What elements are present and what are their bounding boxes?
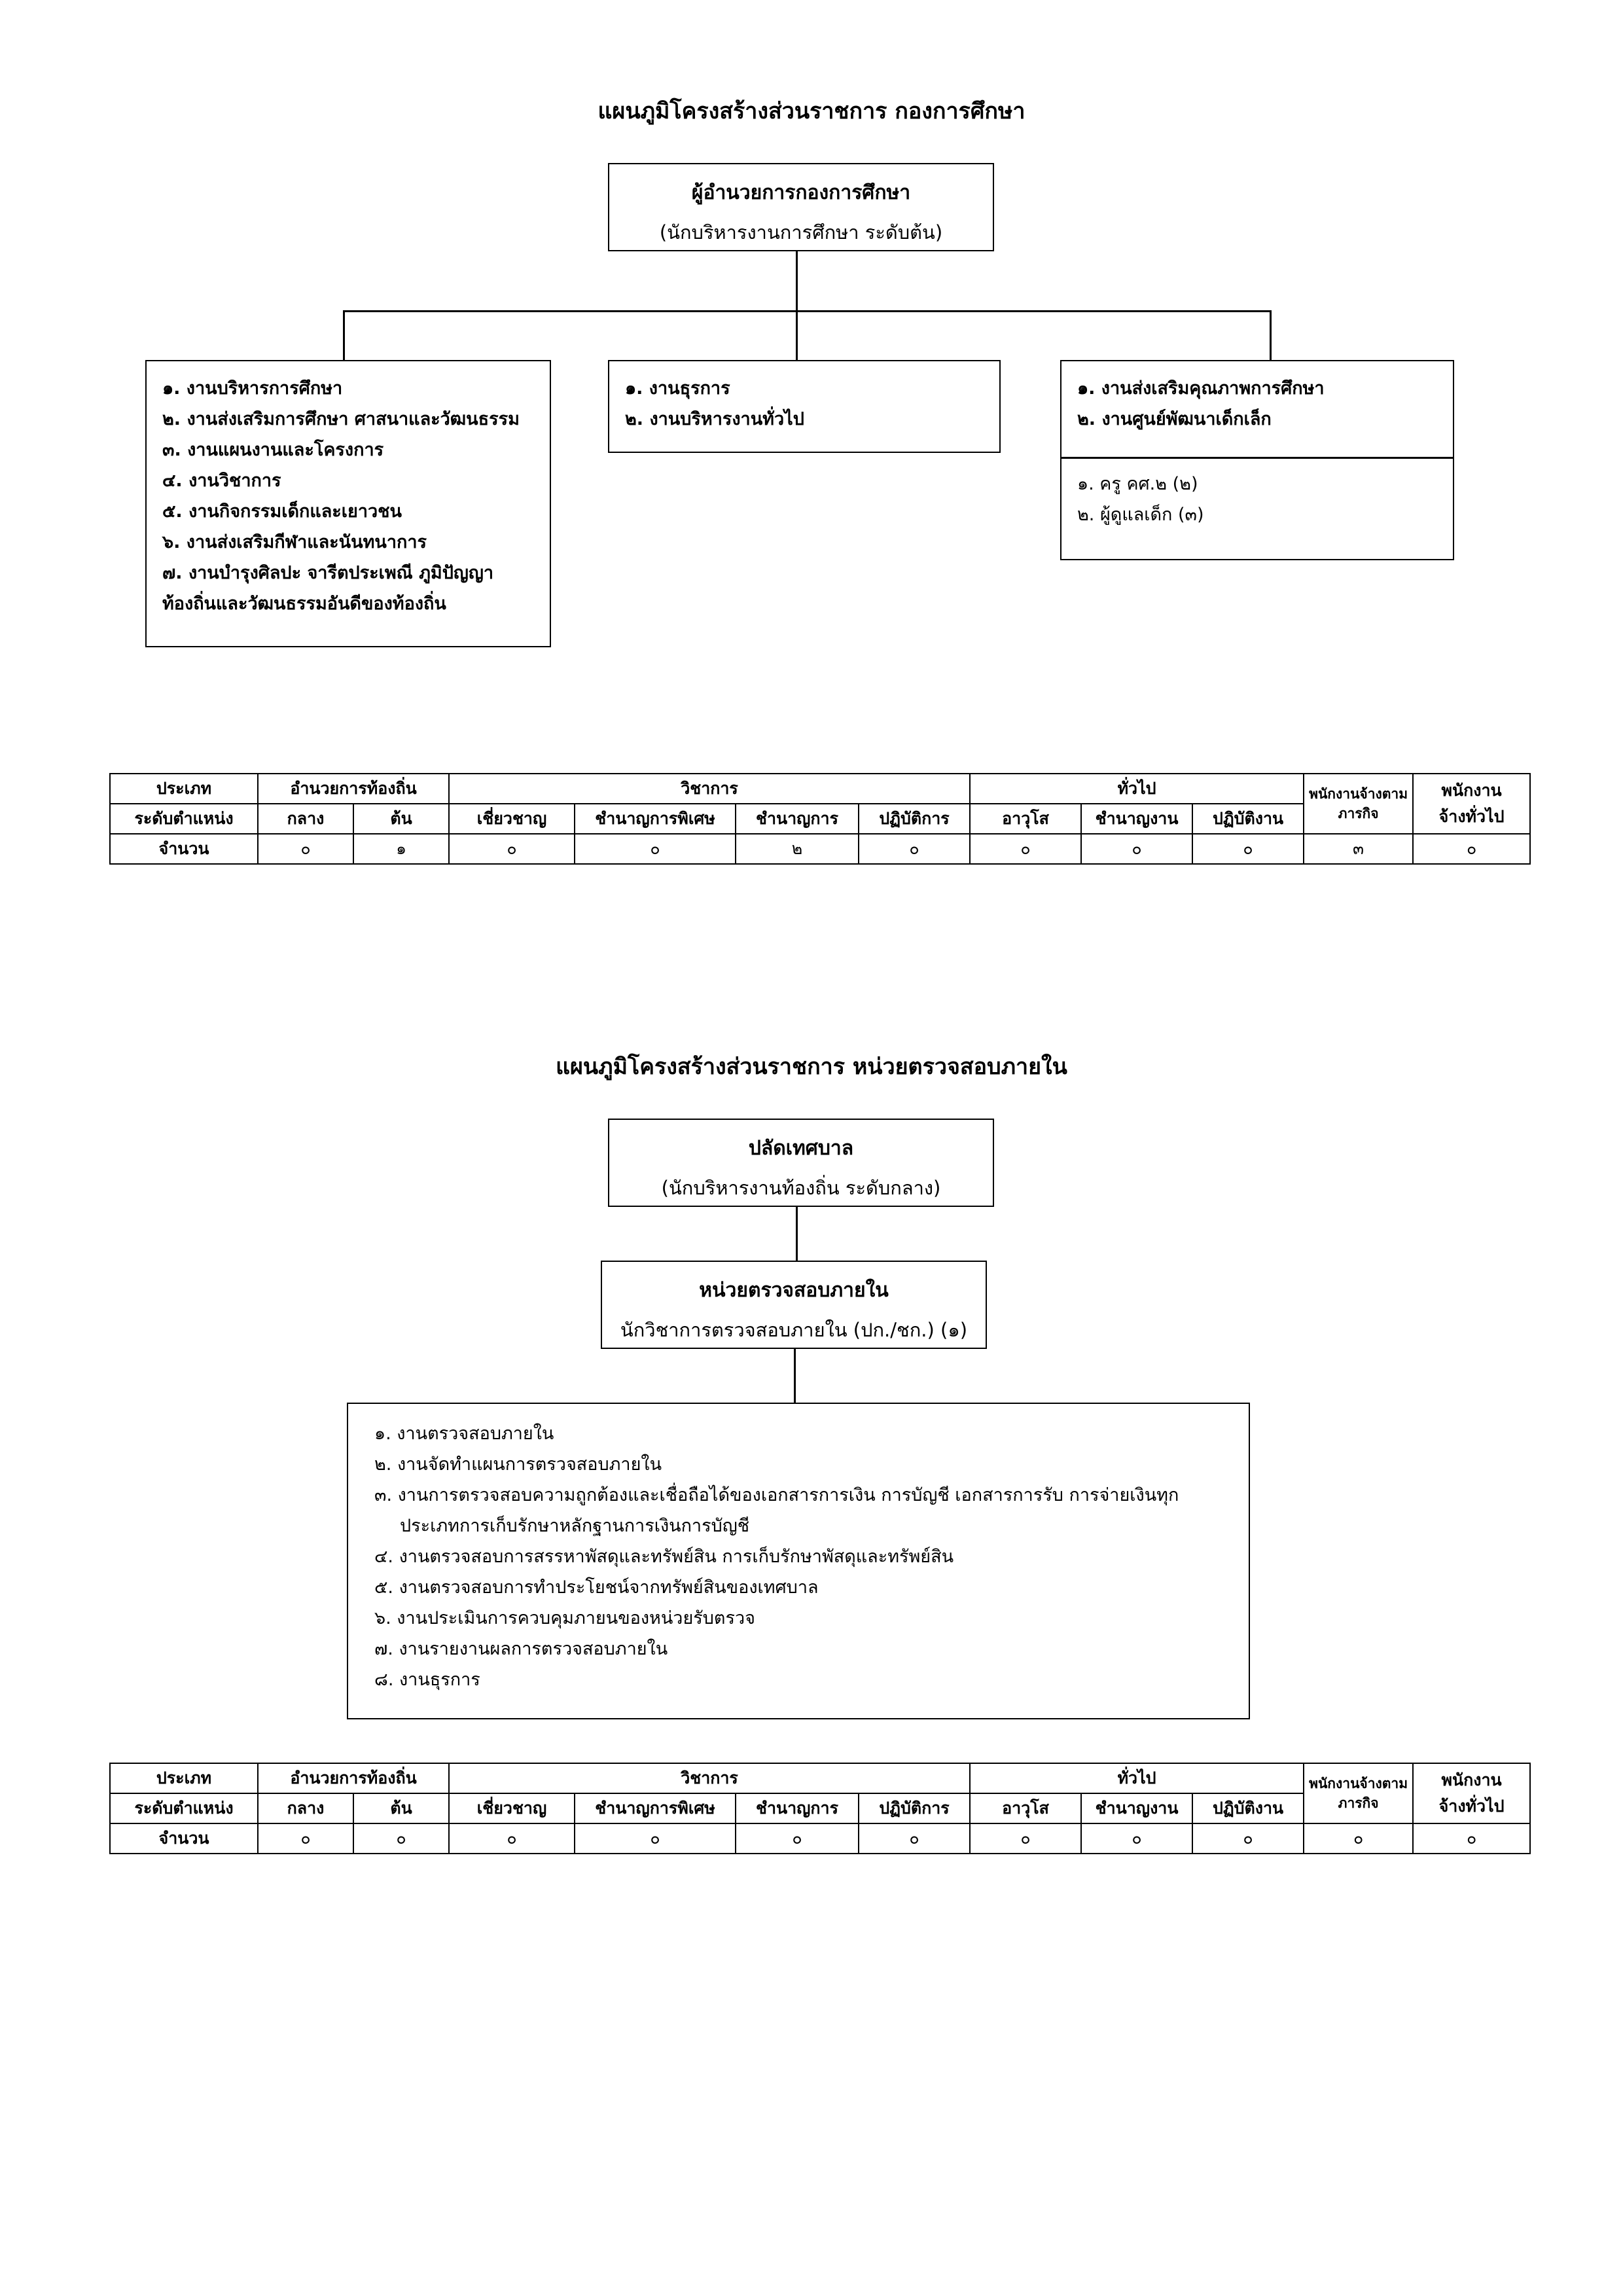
count-cell: ๐ xyxy=(575,1823,736,1854)
list-item: ๖. งานประเมินการควบคุมภายนของหน่วยรับตรวจ xyxy=(374,1608,755,1628)
chart1-connector-horizontal xyxy=(343,310,1271,312)
contract-staff-label: พนักงานจ้างตามภารกิจ xyxy=(1309,786,1408,821)
count-cell: ๐ xyxy=(970,1823,1081,1854)
count-cell: ๐ xyxy=(1304,1823,1413,1854)
list-item: ๑. ครู คศ.๒ (๒) xyxy=(1077,474,1198,494)
list-item: ๒. งานจัดทำแผนการตรวจสอบภายใน xyxy=(374,1454,662,1475)
type-header: ประเภท xyxy=(110,1763,258,1793)
list-item: ๔. งานวิชาการ xyxy=(162,471,281,491)
count-cell: ๐ xyxy=(1413,1823,1530,1854)
count-cell: ๐ xyxy=(258,1823,353,1854)
list-item: ๘. งานธุรการ xyxy=(374,1670,480,1690)
contract-staff-header xyxy=(1304,1763,1413,1823)
chart2-head-box xyxy=(608,1119,994,1207)
list-item: ๑. งานตรวจสอบภายใน xyxy=(374,1424,554,1444)
count-cell: ๐ xyxy=(1081,1823,1192,1854)
count-cell: ๐ xyxy=(575,834,736,864)
chart2-staff-table xyxy=(109,1763,1531,1854)
count-header: จำนวน xyxy=(110,1823,258,1854)
level-header: ระดับตำแหน่ง xyxy=(110,1793,258,1823)
chart2-unit-box xyxy=(601,1261,987,1349)
count-cell: ๐ xyxy=(353,1823,449,1854)
group-header: ทั่วไป xyxy=(970,1763,1304,1793)
contract-staff-label: พนักงานจ้างตามภารกิจ xyxy=(1309,1776,1408,1811)
chart2-connector-top xyxy=(796,1207,798,1262)
list-item: ๒. งานส่งเสริมการศึกษา ศาสนาและวัฒนธรรม xyxy=(162,409,520,429)
count-cell: ๐ xyxy=(970,834,1081,864)
level-header: ระดับตำแหน่ง xyxy=(110,804,258,834)
level-cell: ชำนาญการ xyxy=(736,804,859,834)
general-staff-header xyxy=(1413,1763,1530,1823)
chart2-head-title: ปลัดเทศบาล xyxy=(748,1137,854,1160)
chart2-head-subtitle: (นักบริหารงานท้องถิ่น ระดับกลาง) xyxy=(661,1177,941,1199)
level-cell: เชี่ยวชาญ xyxy=(449,1793,575,1823)
level-cell: กลาง xyxy=(258,1793,353,1823)
list-item: ๓. งานการตรวจสอบความถูกต้องและเชื่อถือได้ของเอกสารการเงิน การบัญชี เอกสารการรับ การจ่ายเงินทุก xyxy=(374,1485,1179,1505)
level-cell: กลาง xyxy=(258,804,353,834)
chart1-connector-left xyxy=(343,310,345,361)
list-item: ๒. ผู้ดูแลเด็ก (๓) xyxy=(1077,505,1204,525)
list-item: ๕. งานกิจกรรมเด็กและเยาวชน xyxy=(162,501,402,522)
chart2-task-list xyxy=(374,1418,1249,1695)
level-cell: ต้น xyxy=(353,1793,449,1823)
count-cell: ๐ xyxy=(258,834,353,864)
level-cell: ชำนาญการพิเศษ xyxy=(575,1793,736,1823)
contract-staff-header xyxy=(1304,774,1413,834)
chart1-right-divider xyxy=(1061,457,1453,459)
count-cell: ๐ xyxy=(1192,834,1304,864)
chart1-connector-vertical xyxy=(796,251,798,361)
general-staff-header xyxy=(1413,774,1530,834)
chart1-title: แผนภูมิโครงสร้างส่วนราชการ กองการศึกษา xyxy=(597,98,1026,124)
list-item: ๑. งานธุรการ xyxy=(625,378,730,399)
chart2-title: แผนภูมิโครงสร้างส่วนราชการ หน่วยตรวจสอบภายใน xyxy=(556,1054,1067,1080)
chart2-connector-bottom xyxy=(794,1349,796,1404)
type-header: ประเภท xyxy=(110,774,258,804)
list-item: ท้องถิ่นและวัฒนธรรมอันดีของท้องถิ่น xyxy=(162,594,446,614)
level-cell: ปฏิบัติงาน xyxy=(1192,1793,1304,1823)
group-header: วิชาการ xyxy=(449,1763,970,1793)
chart1-connector-right xyxy=(1270,310,1272,361)
count-header: จำนวน xyxy=(110,834,258,864)
level-cell: เชี่ยวชาญ xyxy=(449,804,575,834)
level-cell: ชำนาญงาน xyxy=(1081,1793,1192,1823)
general-staff-label-2: จ้างทั่วไป xyxy=(1438,1797,1505,1816)
level-cell: ปฏิบัติการ xyxy=(859,1793,970,1823)
count-cell: ๐ xyxy=(1413,834,1530,864)
list-item: ๖. งานส่งเสริมกีฬาและนันทนาการ xyxy=(162,532,427,552)
chart1-right-staff-list xyxy=(1077,469,1204,530)
level-cell: ชำนาญการ xyxy=(736,1793,859,1823)
chart1-right-list xyxy=(1061,361,1453,435)
chart1-left-list xyxy=(162,373,550,619)
chart1-head-title: ผู้อำนวยการกองการศึกษา xyxy=(691,181,911,204)
count-cell: ๐ xyxy=(449,834,575,864)
chart1-staff-table xyxy=(109,773,1531,865)
list-item: ๗. งานบำรุงศิลปะ จารีตประเพณี ภูมิปัญญา xyxy=(162,563,494,583)
general-staff-label-2: จ้างทั่วไป xyxy=(1438,807,1505,826)
level-cell: ชำนาญงาน xyxy=(1081,804,1192,834)
chart1-middle-box xyxy=(608,360,1001,453)
chart1-right-box xyxy=(1060,360,1454,560)
count-cell: ๐ xyxy=(859,834,970,864)
group-header: วิชาการ xyxy=(449,774,970,804)
level-cell: ปฏิบัติงาน xyxy=(1192,804,1304,834)
list-item: ๗. งานรายงานผลการตรวจสอบภายใน xyxy=(374,1639,668,1659)
chart1-middle-list xyxy=(625,373,999,435)
general-staff-label-1: พนักงาน xyxy=(1441,781,1502,800)
list-item: ๔. งานตรวจสอบการสรรหาพัสดุและทรัพย์สิน การเก็บรักษาพัสดุและทรัพย์สิน xyxy=(374,1547,954,1567)
chart2-tasks-box xyxy=(347,1403,1250,1719)
list-item: ๑. งานส่งเสริมคุณภาพการศึกษา xyxy=(1077,378,1325,399)
list-item: ๕. งานตรวจสอบการทำประโยชน์จากทรัพย์สินของเทศบาล xyxy=(374,1577,819,1598)
group-header: อำนวยการท้องถิ่น xyxy=(258,1763,449,1793)
level-cell: ต้น xyxy=(353,804,449,834)
group-header: ทั่วไป xyxy=(970,774,1304,804)
count-cell: ๐ xyxy=(736,1823,859,1854)
count-cell: ๓ xyxy=(1304,834,1413,864)
group-header: อำนวยการท้องถิ่น xyxy=(258,774,449,804)
count-cell: ๑ xyxy=(353,834,449,864)
count-cell: ๒ xyxy=(736,834,859,864)
list-item: ๑. งานบริหารการศึกษา xyxy=(162,378,343,399)
chart2-unit-title: หน่วยตรวจสอบภายใน xyxy=(699,1279,889,1302)
level-cell: อาวุโส xyxy=(970,1793,1081,1823)
general-staff-label-1: พนักงาน xyxy=(1441,1770,1502,1789)
count-cell: ๐ xyxy=(1081,834,1192,864)
count-cell: ๐ xyxy=(859,1823,970,1854)
list-item: ประเภทการเก็บรักษาหลักฐานการเงินการบัญชี xyxy=(400,1516,750,1536)
list-item: ๓. งานแผนงานและโครงการ xyxy=(162,440,384,460)
chart1-head-box xyxy=(608,163,994,251)
level-cell: อาวุโส xyxy=(970,804,1081,834)
list-item: ๒. งานบริหารงานทั่วไป xyxy=(625,409,804,429)
count-cell: ๐ xyxy=(449,1823,575,1854)
level-cell: ปฏิบัติการ xyxy=(859,804,970,834)
chart1-left-box xyxy=(145,360,551,647)
list-item: ๒. งานศูนย์พัฒนาเด็กเล็ก xyxy=(1077,409,1272,429)
chart2-unit-subtitle: นักวิชาการตรวจสอบภายใน (ปก./ชก.) (๑) xyxy=(620,1319,968,1341)
count-cell: ๐ xyxy=(1192,1823,1304,1854)
chart1-head-subtitle: (นักบริหารงานการศึกษา ระดับต้น) xyxy=(659,221,943,243)
level-cell: ชำนาญการพิเศษ xyxy=(575,804,736,834)
